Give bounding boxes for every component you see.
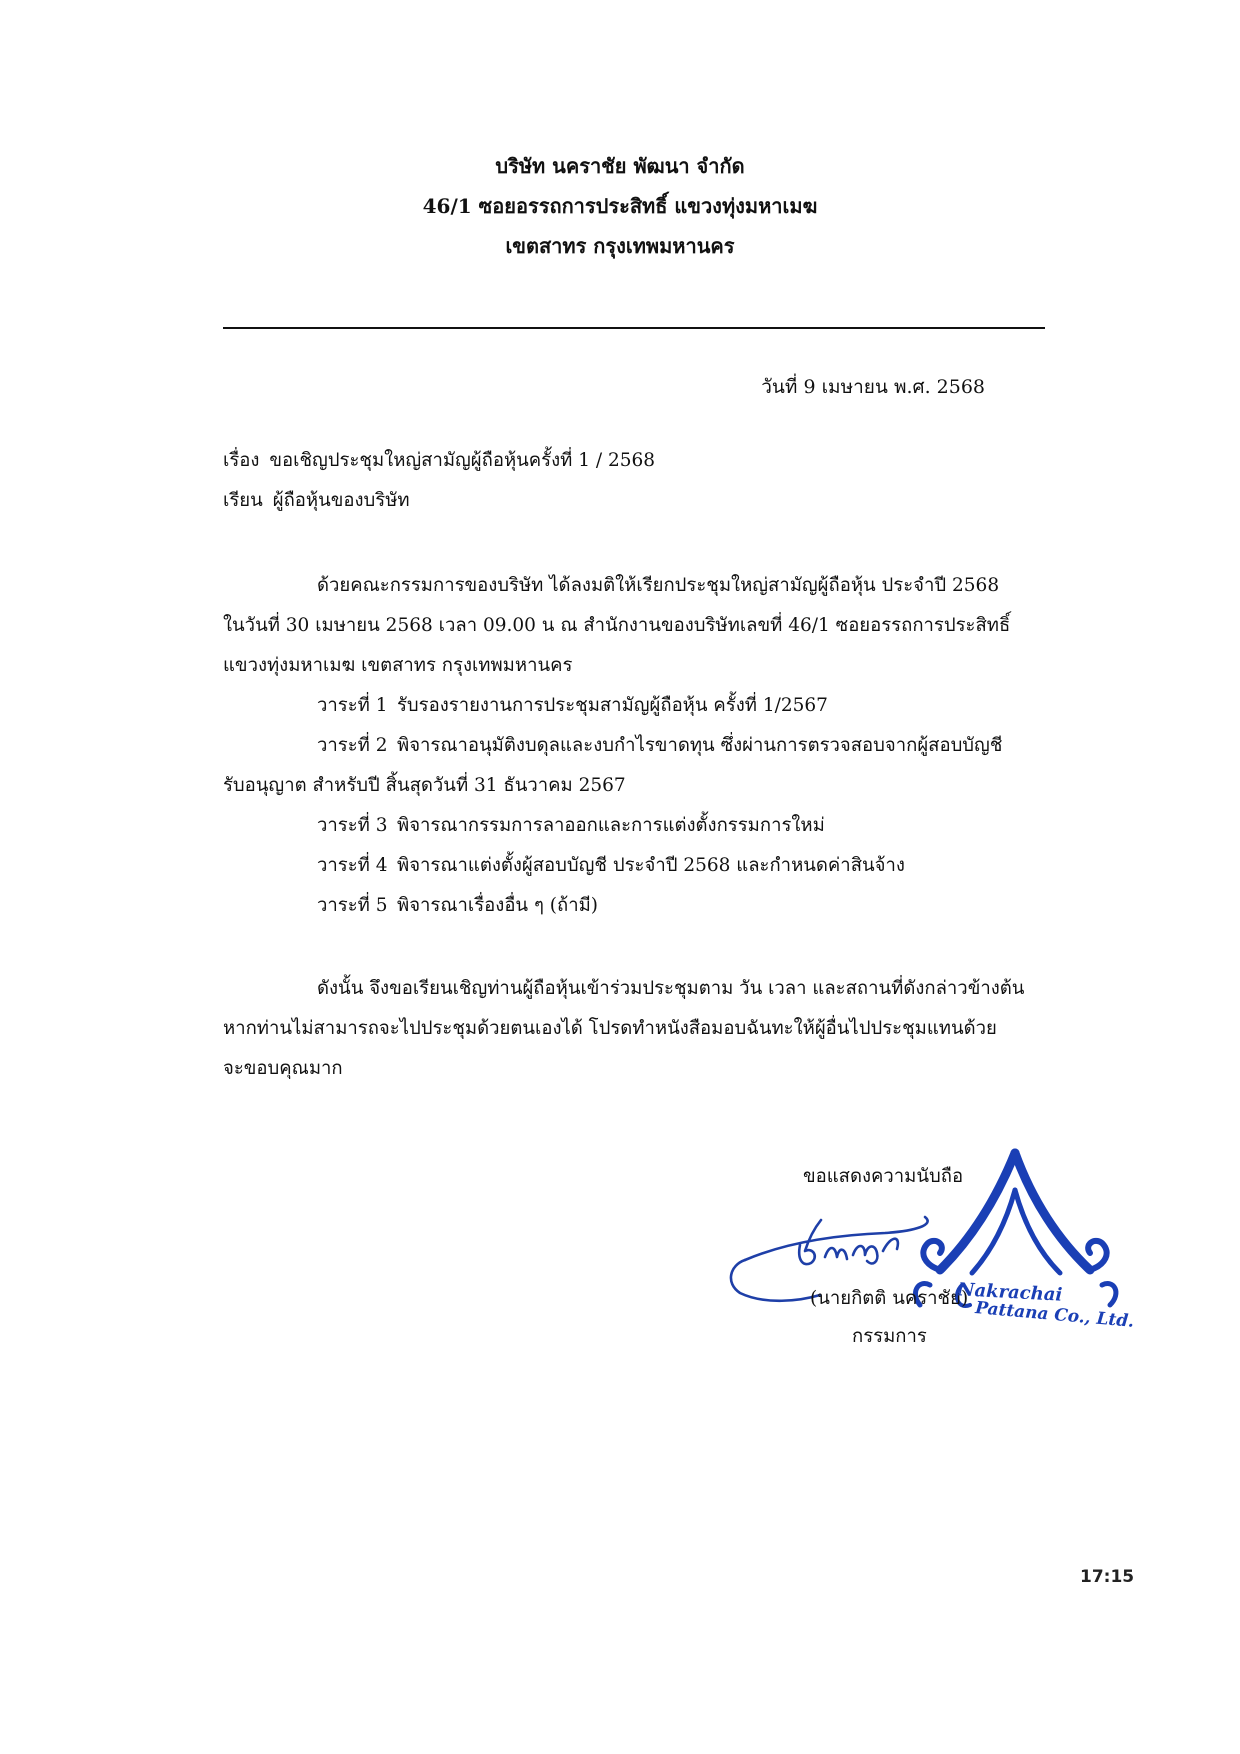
agenda-item <box>317 852 905 880</box>
agenda-continuation: รับอนุญาต สำหรับปี สิ้นสุดวันที่ 31 ธันวาคม 2567 <box>223 775 626 796</box>
agenda-item <box>317 892 598 920</box>
agenda-label: วาระที่ 4 <box>317 855 388 876</box>
agenda-text: พิจารณากรรมการลาออกและการแต่งตั้งกรรมการใหม่ <box>397 815 825 836</box>
conclusion-line1: ดังนั้น จึงขอเรียนเชิญท่านผู้ถือหุ้นเข้าร่วมประชุมตาม วัน เวลา และสถานที่ดังกล่าวข้างต้น <box>317 978 1025 999</box>
agenda-text: รับรองรายงานการประชุมสามัญผู้ถือหุ้น ครั้งที่ 1/2567 <box>397 695 828 716</box>
agenda-label: วาระที่ 5 <box>317 895 388 916</box>
company-address-line2: เขตสาทร กรุงเทพมหานคร <box>505 234 735 258</box>
recipient-label: เรียน <box>223 490 263 511</box>
agenda-text: พิจารณาอนุมัติงบดุลและงบกำไรขาดทุน ซึ่งผ่านการตรวจสอบจากผู้สอบบัญชี <box>397 735 1003 756</box>
stamp-company-text: Pattana Co., Ltd. <box>974 1298 1135 1332</box>
agenda-item <box>317 812 825 840</box>
subject-line <box>223 447 655 475</box>
timestamp: 17:15 <box>1080 1567 1135 1587</box>
company-name: บริษัท นคราชัย พัฒนา จำกัด <box>495 154 745 178</box>
body-para1-line3: แขวงทุ่งมหาเมฆ เขตสาทร กรุงเทพมหานคร <box>223 655 573 676</box>
body-para1-line2: ในวันที่ 30 เมษายน 2568 เวลา 09.00 น ณ สำนักงานของบริษัทเลขที่ 46/1 ซอยอรรถการประสิทธิ์ <box>223 615 1011 636</box>
conclusion-line2: หากท่านไม่สามารถจะไปประชุมด้วยตนเองได้ โปรดทำหนังสือมอบฉันทะให้ผู้อื่นไปประชุมแทนด้วย <box>223 1018 997 1039</box>
subject-label: เรื่อง <box>223 450 260 471</box>
recipient-text: ผู้ถือหุ้นของบริษัท <box>272 490 410 511</box>
signatory-name: (นายกิตติ นคราชัย) <box>810 1288 969 1309</box>
body-para1-line1: ด้วยคณะกรรมการของบริษัท ได้ลงมติให้เรียกประชุมใหญ่สามัญผู้ถือหุ้น ประจำปี 2568 <box>317 575 1000 596</box>
signatory-title: กรรมการ <box>852 1326 927 1347</box>
letterhead <box>0 146 1240 266</box>
recipient-line <box>223 487 410 515</box>
closing-salutation: ขอแสดงความนับถือ <box>803 1166 964 1187</box>
letter-date: วันที่ 9 เมษายน พ.ศ. 2568 <box>761 376 985 398</box>
agenda-label: วาระที่ 1 <box>317 695 388 716</box>
agenda-label: วาระที่ 2 <box>317 735 388 756</box>
conclusion-line3: จะขอบคุณมาก <box>223 1058 343 1079</box>
header-divider <box>223 327 1045 329</box>
agenda-label: วาระที่ 3 <box>317 815 388 836</box>
subject-text: ขอเชิญประชุมใหญ่สามัญผู้ถือหุ้นครั้งที่ 1 / 2568 <box>269 450 656 471</box>
company-address-line1: 46/1 ซอยอรรถการประสิทธิ์ แขวงทุ่งมหาเมฆ <box>422 194 818 218</box>
agenda-text: พิจารณาเรื่องอื่น ๆ (ถ้ามี) <box>397 895 598 916</box>
stamp-name-text: Nakrachai <box>957 1279 1063 1306</box>
agenda-item <box>317 692 828 720</box>
agenda-text: พิจารณาแต่งตั้งผู้สอบบัญชี ประจำปี 2568 และกำหนดค่าสินจ้าง <box>397 855 905 876</box>
agenda-item <box>317 732 1002 760</box>
